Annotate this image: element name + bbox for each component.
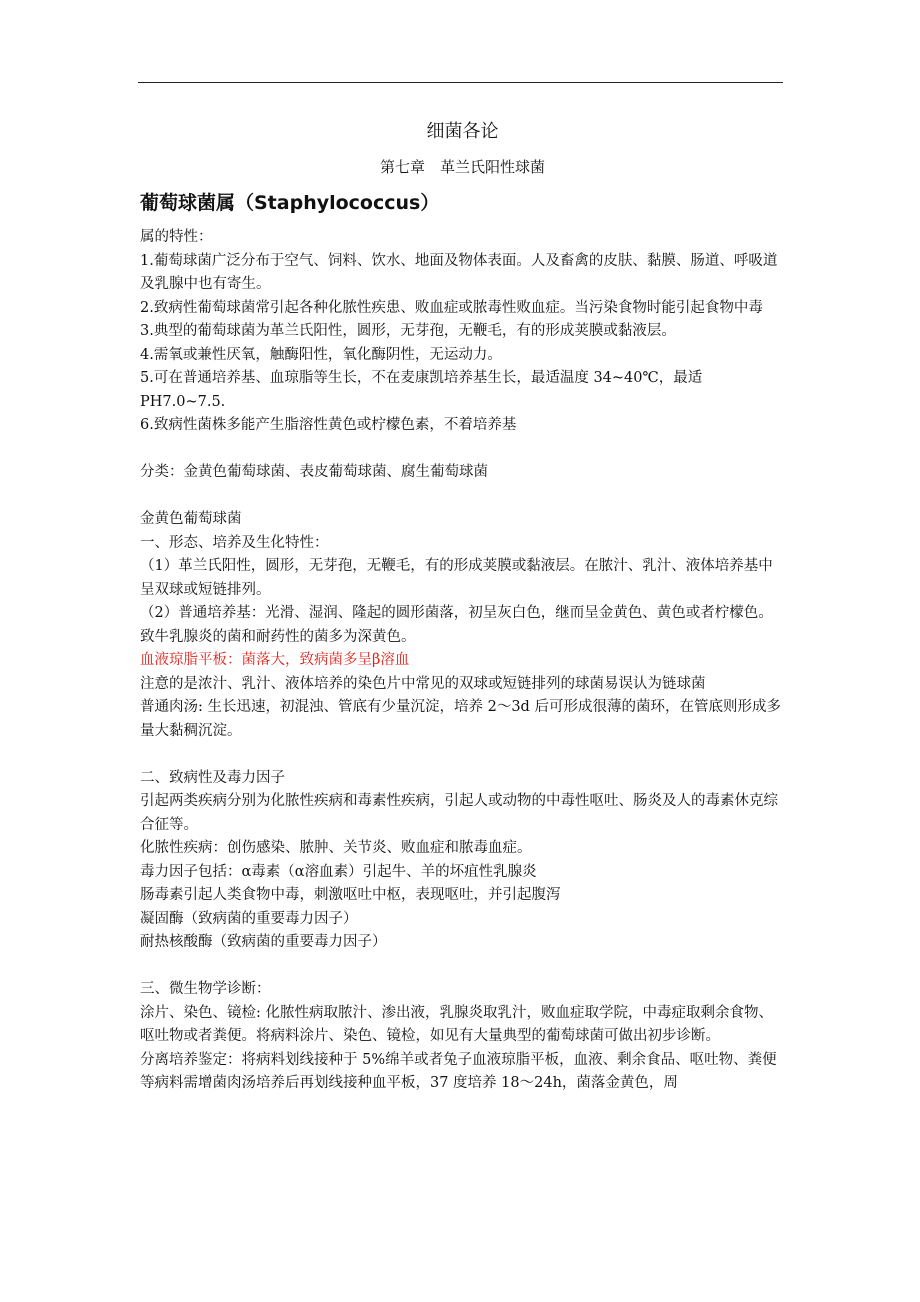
- species-name: 金黄色葡萄球菌: [140, 511, 242, 527]
- properties-label: 属的特性：: [140, 229, 213, 245]
- paragraph: 涂片、染色、镜检: 化脓性病取脓汁、渗出液，乳腺炎取乳汁，败血症取学院，中毒症取剩余食物、呕吐物或者粪便。将病料涂片、染色、镜检，如见有大量典型的葡萄球菌可做出初步诊断。: [140, 1004, 773, 1044]
- paragraph: （1）革兰氏阳性，圆形，无芽孢，无鞭毛，有的形成荚膜或黏液层。在脓汁、乳汁、液体培养基中呈双球或短链排列。: [140, 558, 773, 598]
- paragraph: 化脓性疾病：创伤感染、脓肿、关节炎、败血症和脓毒血症。: [140, 840, 532, 856]
- property-item: 1.葡萄球菌广泛分布于空气、饲料、饮水、地面及物体表面。人及畜禽的皮肤、黏膜、肠道、呼吸道及乳腺中也有寄生。: [140, 252, 778, 292]
- document-page: [140, 120, 785, 1096]
- section-title: 二、致病性及毒力因子: [140, 769, 285, 786]
- property-item: 2.致病性葡萄球菌常引起各种化脓性疾患、败血症或脓毒性败血症。当污染食物时能引起食物中毒: [140, 299, 763, 316]
- paragraph: （2）普通培养基：光滑、湿润、隆起的圆形菌落，初呈灰白色，继而呈金黄色、黄色或者柠檬色。致牛乳腺炎的菌和耐药性的菌多为深黄色。: [140, 605, 773, 645]
- genus-heading: 葡萄球菌属（Staphylococcus）: [140, 192, 440, 214]
- section-title: 一、形态、培养及生化特性：: [140, 534, 329, 551]
- property-item: 4.需氧或兼性厌氧，触酶阳性，氧化酶阴性，无运动力。: [140, 346, 502, 363]
- paragraph: 肠毒素引起人类食物中毒，刺激呕吐中枢，表现呕吐，并引起腹泻: [140, 887, 561, 903]
- header-rule: [138, 82, 783, 83]
- paragraph: 普通肉汤: 生长迅速，初混浊、管底有少量沉淀，培养 2～3d 后可形成很薄的菌环，在管底则形成多量大黏稠沉淀。: [140, 699, 781, 739]
- paragraph: 毒力因子包括：α毒素（α溶血素）引起牛、羊的坏疽性乳腺炎: [140, 863, 537, 880]
- paragraph: 分离培养鉴定：将病料划线接种于 5%绵羊或者兔子血液琼脂平板，血液、剩余食品、呕吐物、粪便等病料需增菌肉汤培养后再划线接种血平板，37 度培养 18～24h，菌落金黄色，周: [140, 1051, 777, 1091]
- section-title: 三、微生物学诊断：: [140, 981, 271, 997]
- paragraph: 凝固酶（致病菌的重要毒力因子）: [140, 910, 358, 927]
- property-item: 3.典型的葡萄球菌为革兰氏阳性，圆形，无芽孢，无鞭毛，有的形成荚膜或黏液层。: [140, 323, 676, 339]
- paragraph: 注意的是浓汁、乳汁、液体培养的染色片中常见的双球或短链排列的球菌易误认为链球菌: [140, 675, 706, 692]
- classification-line: 分类：金黄色葡萄球菌、表皮葡萄球菌、腐生葡萄球菌: [140, 464, 488, 480]
- doc-title: 细菌各论: [426, 121, 499, 142]
- highlight-red-text: 血液琼脂平板：菌落大，致病菌多呈β溶血: [140, 652, 410, 668]
- property-item: 6.致病性菌株多能产生脂溶性黄色或柠檬色素，不着培养基: [140, 417, 517, 433]
- chapter-title: 第七章 革兰氏阳性球菌: [379, 158, 545, 176]
- s-aureus-section: [140, 508, 785, 1096]
- properties-section: [140, 226, 785, 438]
- paragraph: 引起两类疾病分别为化脓性疾病和毒素性疾病，引起人或动物的中毒性呕吐、肠炎及人的毒素休克综合征等。: [140, 793, 778, 833]
- paragraph: 耐热核酸酶（致病菌的重要毒力因子）: [140, 934, 387, 950]
- property-item: 5.可在普通培养基、血琼脂等生长，不在麦康凯培养基生长，最适温度 34~40℃，最适PH7.0~7.5.: [140, 370, 703, 410]
